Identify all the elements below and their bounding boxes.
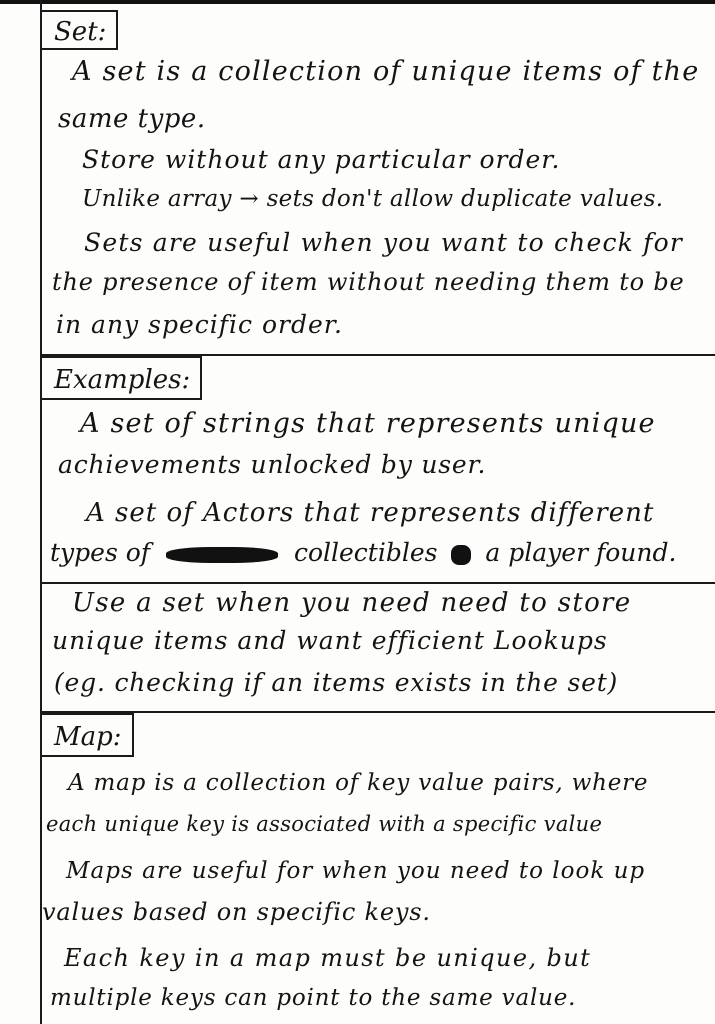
- set-line-1: A set is a collection of unique items of the: [72, 56, 700, 87]
- examples-line-4b: collectibles: [293, 538, 438, 567]
- examples-heading: Examples:: [54, 365, 191, 395]
- set-line-3: Store without any particular order.: [82, 145, 561, 174]
- set-heading: Set:: [54, 17, 107, 47]
- margin-line: [40, 0, 42, 1024]
- set-line-7: in any specific order.: [56, 310, 343, 339]
- crossed-out-word: [166, 547, 278, 563]
- set-line-2: same type.: [58, 104, 206, 134]
- examples-line-4a: types of: [50, 538, 151, 567]
- examples-heading-box: [40, 356, 202, 400]
- map-line-6: multiple keys can point to the same value.: [50, 985, 577, 1011]
- crossed-out-mark: [451, 545, 471, 565]
- examples-line-2: achievements unlocked by user.: [58, 450, 487, 479]
- usage-divider: [40, 711, 715, 713]
- set-line-6: the presence of item without needing them to be: [52, 268, 685, 296]
- map-line-4: values based on specific keys.: [42, 898, 431, 926]
- map-heading: Map:: [54, 722, 122, 752]
- set-line-4: Unlike array → sets don't allow duplicate values.: [82, 186, 664, 212]
- map-line-1: A map is a collection of key value pairs, where: [68, 770, 649, 796]
- set-heading-box: [40, 10, 118, 50]
- usage-line-3: (eg. checking if an items exists in the set): [54, 668, 619, 697]
- examples-line-1: A set of strings that represents unique: [80, 408, 656, 439]
- set-line-5: Sets are useful when you want to check for: [84, 228, 684, 257]
- map-line-2: each unique key is associated with a specific value: [46, 812, 603, 836]
- usage-line-2: unique items and want efficient Lookups: [52, 626, 608, 655]
- examples-line-4-row: [50, 538, 676, 567]
- map-line-5: Each key in a map must be unique, but: [64, 944, 592, 972]
- page-top-edge: [0, 0, 715, 4]
- usage-line-1: Use a set when you need need to store: [72, 588, 632, 618]
- map-line-3: Maps are useful for when you need to look up: [66, 858, 646, 884]
- examples-line-3: A set of Actors that represents different: [86, 498, 655, 528]
- examples-divider: [40, 582, 715, 584]
- map-heading-box: [40, 713, 134, 757]
- examples-line-4c: a player found.: [485, 538, 677, 567]
